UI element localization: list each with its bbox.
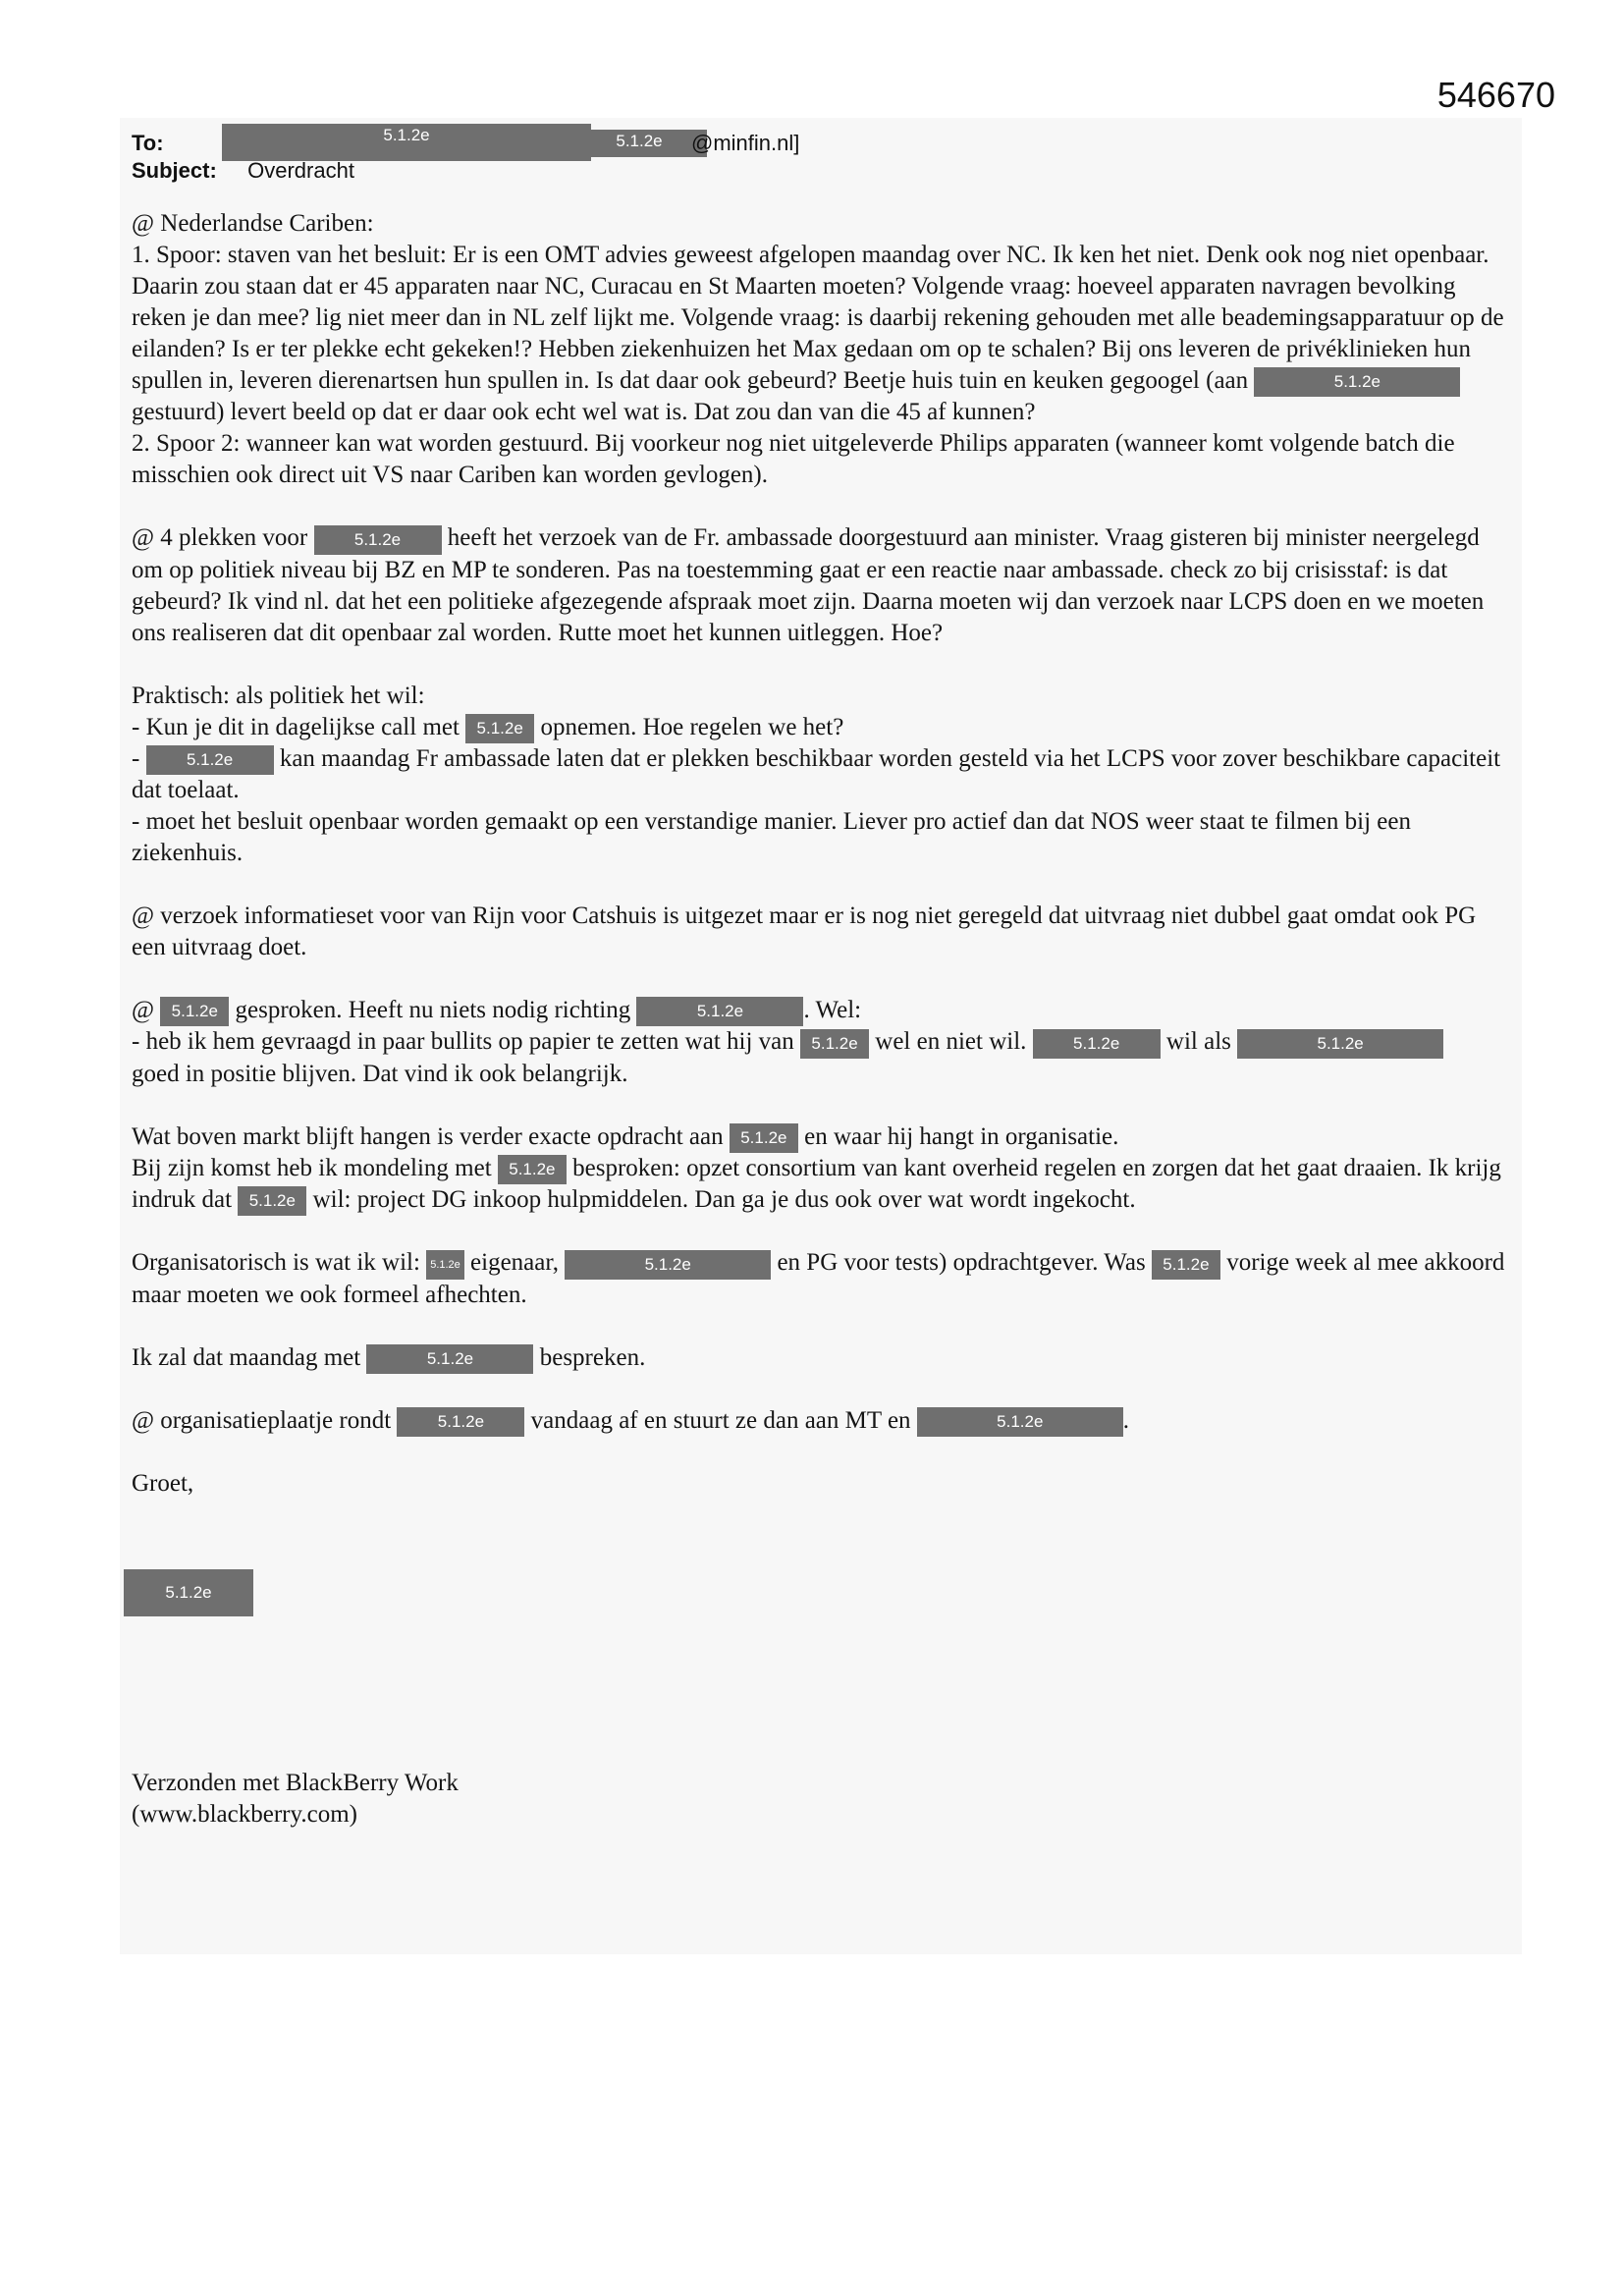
gesproken-text: gesproken. Heeft nu niets nodig richting (235, 997, 631, 1024)
plaatje-text: vandaag af en stuurt ze dan aan MT en (530, 1406, 911, 1434)
bullet-2-text: kan maandag Fr ambassade laten dat er plekken beschikbaar worden gesteld via het LCPS voor zover beschikbare capaciteit dat toelaat. (132, 744, 1501, 804)
paragraph-praktisch (132, 681, 1506, 870)
redaction: 5.1.2e (366, 1344, 533, 1374)
signature-redaction: 5.1.2e (124, 1569, 253, 1616)
redaction: 5.1.2e (314, 525, 442, 555)
redaction: 5.1.2e (238, 1186, 306, 1216)
redaction: 5.1.2e (465, 714, 534, 743)
redaction: 5.1.2e (730, 1123, 798, 1153)
spoor-1-text-end: gestuurd) levert beeld op dat er daar ook echt wel wat is. Dat zou dan van die 45 af kunnen? (132, 399, 1036, 426)
paragraph-maandag (132, 1342, 1506, 1374)
document-number: 546670 (1436, 75, 1555, 115)
to-row (132, 126, 1408, 157)
subject-label: Subject: (132, 158, 217, 183)
paragraph-informatieset: @ verzoek informatieset voor van Rijn voor Catshuis is uitgezet maar er is nog niet geregeld dat uitvraag niet dubbel gaat omdat ook PG een uitvraag doet. (132, 902, 1477, 961)
positie-text: goed in positie blijven. Dat vind ik ook belangrijk. (132, 1060, 628, 1087)
paragraph-plekken (132, 522, 1506, 648)
plaatje-end: . (1122, 1406, 1130, 1434)
org-end: vorige week al mee akkoord maar moeten we ook formeel afhechten. (132, 1249, 1505, 1308)
bullet-2-dash: - (132, 744, 140, 772)
plekken-start: @ 4 plekken voor (132, 524, 308, 552)
bullet-1-end: opnemen. Hoe regelen we het? (540, 713, 844, 740)
komst-end: wil: project DG inkoop hulpmiddelen. Dan ga je dus ook over wat wordt ingekocht. (312, 1186, 1136, 1214)
komst-start: Bij zijn komst heb ik mondeling met (132, 1154, 492, 1181)
redaction: 5.1.2e (397, 1407, 524, 1437)
spoor-2-text: 2. Spoor 2: wanneer kan wat worden gestuurd. Bij voorkeur nog niet uitgeleverde Philips apparaten (wanneer komt volgende batch die misschien ook direct uit VS naar Cariben kan worden gevlogen). (132, 430, 1455, 489)
email-body (132, 208, 1506, 1500)
to-domain: @minfin.nl] (691, 131, 800, 155)
redaction: 5.1.2e (146, 745, 274, 775)
spoor-1-text: 1. Spoor: staven van het besluit: Er is een OMT advies geweest afgelopen maandag over NC. Ik ken het niet. Denk ook nog niet openbaar. Daarin zou staan dat er 45 apparaten naar NC, Curacau en St Maarten moeten? Volgende vraag: hoeveel apparaten navragen bevolking reken je dan mee? lig niet meer dan in NL zelf lijkt me. Volgende vraag: is daarbij rekening gehouden met alle beademingsapparatuur op de eilanden? Is er ter plekke echt gekeken!? Hebben ziekenhuizen het Max gedaan om op te schalen? Bij ons leveren de privéklinieken hun spullen in, leveren dierenartsen hun spullen in. Is dat daar ook gebeurd? Beetje huis tuin en keuken gegoogel (aan (132, 242, 1504, 394)
subject-value: Overdracht (247, 158, 354, 183)
plaatje-start: @ organisatieplaatje rondt (132, 1406, 392, 1434)
redaction: 5.1.2e (1237, 1029, 1443, 1059)
redaction: 5.1.2e (498, 1155, 567, 1184)
paragraph-markt (132, 1121, 1506, 1217)
email-header (132, 126, 1408, 185)
markt-end: en waar hij hangt in organisatie. (804, 1122, 1119, 1150)
redaction: 5.1.2e (1254, 367, 1460, 397)
redaction: 5.1.2e (1033, 1029, 1161, 1059)
bullits-text-2: wel en niet wil. (875, 1028, 1027, 1056)
praktisch-intro: Praktisch: als politiek het wil: (132, 682, 425, 709)
plekken-text: heeft het verzoek van de Fr. ambassade doorgestuurd aan minister. Vraag gisteren bij minister neergelegd om op politiek niveau bij BZ en MP te sonderen. Pas na toestemming gaat er een reactie naar ambassade. check zo bij crisisstaf: is dat gebeurd? Ik vind nl. dat het een politieke afgezegende afspraak moet zijn. Daarna moeten wij dan verzoek naar LCPS doen en we moeten ons realiseren dat dit openbaar zal worden. Rutte moet het kunnen uitleggen. Hoe? (132, 524, 1485, 646)
subject-row (132, 157, 1408, 185)
komst-text: besproken: opzet consortium van kant overheid regelen en zorgen dat het gaat draaien. Ik krijg indruk dat (132, 1154, 1501, 1214)
redaction: 5.1.2e (426, 1250, 464, 1280)
bullits-text-3: wil als (1165, 1028, 1231, 1056)
to-redaction-name: 5.1.2e (222, 124, 591, 161)
email-footer (132, 1768, 459, 1831)
footer-url: (www.blackberry.com) (132, 1801, 357, 1828)
paragraph-organisatorisch (132, 1247, 1506, 1310)
caribbean-heading: @ Nederlandse Cariben: (132, 210, 374, 237)
to-label: To: (132, 131, 164, 155)
paragraph-caribbean (132, 208, 1506, 491)
bullet-3-text: - moet het besluit openbaar worden gemaakt op een verstandige manier. Liever pro actief dan dat NOS weer staat te filmen bij een ziekenhuis. (132, 808, 1411, 867)
bullits-text: - heb ik hem gevraagd in paar bullits op papier te zetten wat hij van (132, 1028, 794, 1056)
gesproken-at: @ (132, 997, 155, 1024)
redaction: 5.1.2e (800, 1029, 869, 1059)
maandag-start: Ik zal dat maandag met (132, 1343, 361, 1371)
bullet-1-start: - Kun je dit in dagelijkse call met (132, 713, 460, 740)
org-opdrachtgever: en PG voor tests) opdrachtgever. Was (777, 1249, 1146, 1277)
redaction: 5.1.2e (917, 1407, 1123, 1437)
redaction: 5.1.2e (1152, 1250, 1220, 1280)
footer-sent-with: Verzonden met BlackBerry Work (132, 1770, 459, 1796)
paragraph-gesproken (132, 995, 1506, 1090)
maandag-end: bespreken. (539, 1343, 646, 1371)
redaction: 5.1.2e (160, 997, 229, 1026)
org-start: Organisatorisch is wat ik wil: (132, 1249, 420, 1277)
org-eigenaar: eigenaar, (470, 1249, 559, 1277)
markt-start: Wat boven markt blijft hangen is verder exacte opdracht aan (132, 1122, 724, 1150)
gesproken-wel: . Wel: (803, 997, 862, 1024)
redaction: 5.1.2e (636, 997, 803, 1026)
to-redaction-address: 5.1.2e (571, 130, 707, 157)
redaction: 5.1.2e (565, 1250, 771, 1280)
paragraph-organisatieplaatje (132, 1405, 1506, 1437)
closing: Groet, (132, 1470, 194, 1498)
